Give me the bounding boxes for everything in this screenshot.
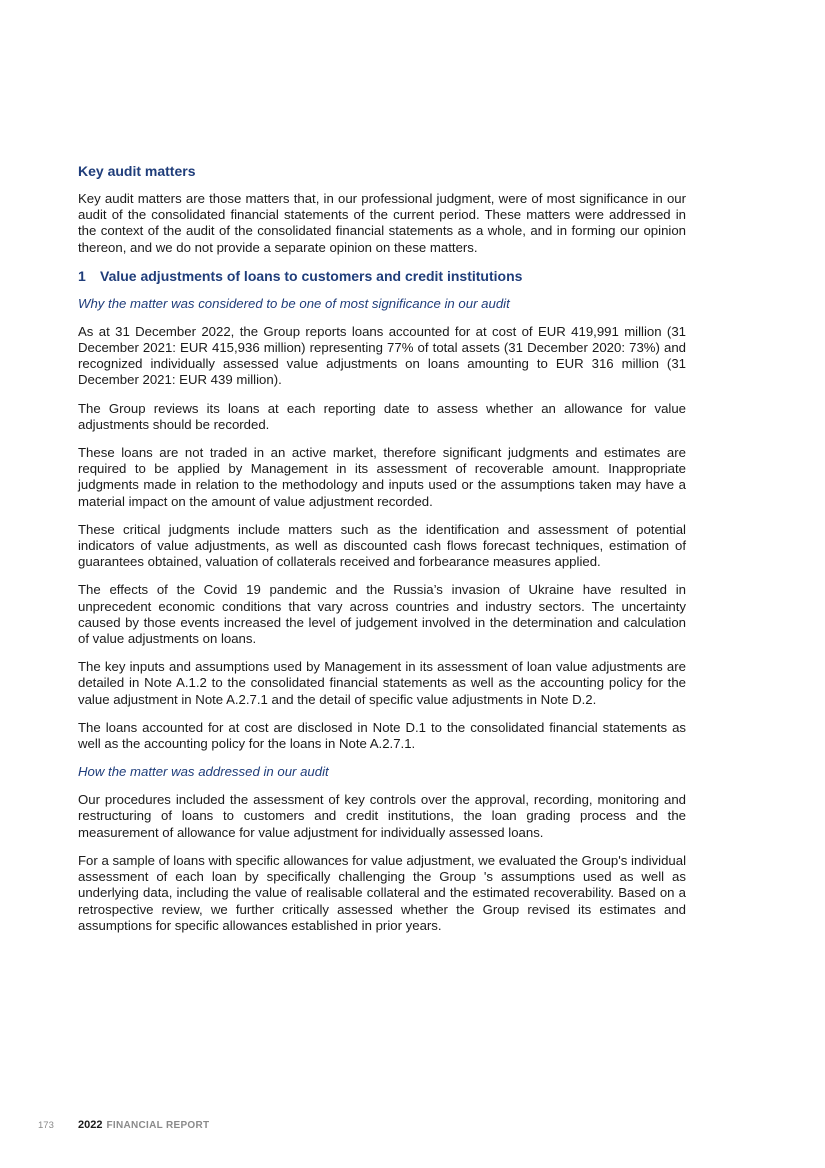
paragraph: The loans accounted for at cost are disclosed in Note D.1 to the consolidated financial statements as well as the accounting policy for the loans in Note A.2.7.1. <box>78 719 686 752</box>
section-title: Value adjustments of loans to customers and credit institutions <box>100 267 523 284</box>
why-subheading: Why the matter was considered to be one of most significance in our audit <box>78 295 510 311</box>
page-number: 173 <box>38 1120 54 1131</box>
section-number: 1 <box>78 267 86 284</box>
key-audit-matters-heading: Key audit matters <box>78 163 196 179</box>
paragraph: These loans are not traded in an active market, therefore significant judgments and estimates are required to be applied by Management in its assessment of recoverable amount. Inappropriate judgments made in relation to the methodology and inputs used or the assumptions taken may have a material impact on the amount of value adjustment recorded. <box>78 445 686 509</box>
paragraph: For a sample of loans with specific allowances for value adjustment, we evaluated the Group's individual assessment of each loan by specifically challenging the Group 's assumptions used as well as underlying data, including the value of realisable collateral and the estimated recoverability. Based on a retrospective review, we further critically assessed whether the Group revised its estimates and assumptions for specific allowances established in prior years. <box>78 852 686 933</box>
paragraph: The Group reviews its loans at each reporting date to assess whether an allowance for value adjustments should be recorded. <box>78 400 686 432</box>
document-body <box>78 163 686 946</box>
how-subheading: How the matter was addressed in our audit <box>78 764 329 780</box>
footer-label: FINANCIAL REPORT <box>106 1120 210 1131</box>
paragraph: As at 31 December 2022, the Group reports loans accounted for at cost of EUR 419,991 million (31 December 2021: EUR 415,936 million) representing 77% of total assets (31 December 2020: 73%) and recognized individually assessed value adjustments on loans amounting to EUR 316 million (31 December 2021: EUR 439 million). <box>78 323 686 388</box>
key-audit-matters-intro: Key audit matters are those matters that, in our professional judgment, were of most significance in our audit of the consolidated financial statements of the current period. These matters were addressed in the context of the audit of the consolidated financial statements as a whole, and in forming our opinion thereon, and we do not provide a separate opinion on these matters. <box>78 191 686 255</box>
paragraph: The key inputs and assumptions used by Management in its assessment of loan value adjustments are detailed in Note A.1.2 to the consolidated financial statements as well as the accounting policy for the value adjustment in Note A.2.7.1 and the detail of specific value adjustments in Note D.2. <box>78 659 686 707</box>
page-footer <box>38 1119 209 1131</box>
paragraph: These critical judgments include matters such as the identification and assessment of potential indicators of value adjustments, as well as discounted cash flows forecast techniques, estimation of guarantees obtained, valuation of collaterals received and forbearance measures applied. <box>78 521 686 570</box>
paragraph: The effects of the Covid 19 pandemic and the Russia’s invasion of Ukraine have resulted in unprecedent economic conditions that vary across countries and industry sectors. The uncertainty caused by those events increased the level of judgement involved in the determination and calculation of value adjustments on loans. <box>78 582 686 647</box>
section-heading <box>78 268 686 284</box>
paragraph: Our procedures included the assessment of key controls over the approval, recording, monitoring and restructuring of loans to customers and credit institutions, the loan grading process and the measurement of allowance for value adjustment for individually assessed loans. <box>78 792 686 840</box>
footer-year: 2022 <box>78 1119 103 1131</box>
